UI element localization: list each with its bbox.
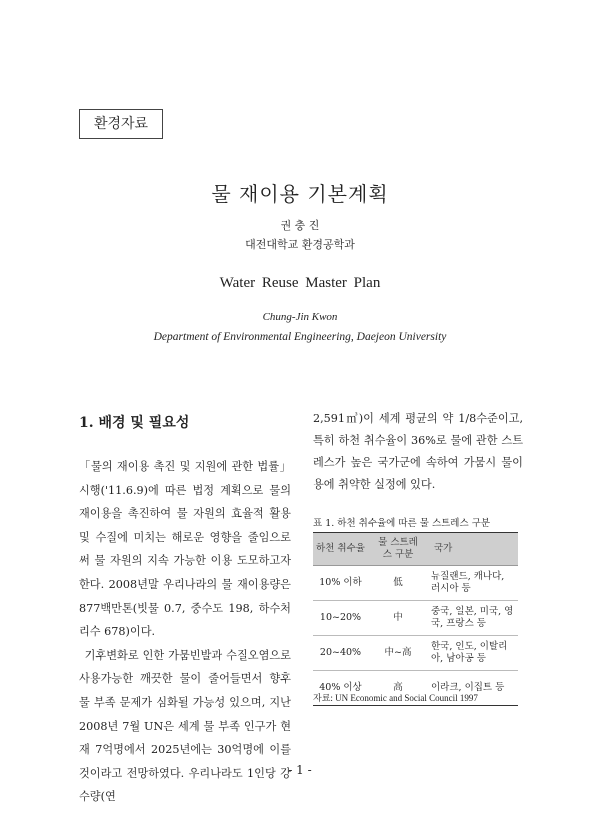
title-korean: 물 재이용 기본계획 (211, 182, 389, 206)
title-english: Water Reuse Master Plan (219, 275, 381, 291)
table-row (313, 601, 518, 636)
table-cell: 高 (368, 671, 428, 706)
author-korean: 권 충 진 (280, 219, 320, 232)
affiliation-english: Department of Environmental Engineering, Daejeon University (153, 331, 447, 343)
table-cell: 40% 이상 (313, 671, 368, 706)
table-header-row (313, 533, 518, 566)
paragraph: 기후변화로 인한 가뭄빈발과 수질오염으로 사용가능한 깨끗한 물이 줄어들면서 향후 물 부족 문제가 심화될 가능성 있으며, 지난 2008년 7월 UN은 세계 물 부족 인구가 현재 7억명에서 2025년에는 30억명에 이를 것이라고 전망하였다. 우리나라도 1인당 강수량(연 (79, 648, 291, 804)
paragraph: 「물의 재이용 촉진 및 지원에 관한 법률」 시행('11.6.9)에 따른 법정 계획으로 물의 재이용을 촉진하여 물 자원의 효율적 활용 및 수질에 미치는 해로운 영향을 줄임으로써 물 자원의 지속 가능한 이용 도모하고자 한다. 2008년말 우리나라의 물 재이용량은 877백만톤(빗물 0.7, 중수도 198, 하수처리수 678)이다. (79, 460, 291, 639)
table-cell: 10% 이하 (313, 566, 368, 601)
header-cell: 하천 취수율 (313, 533, 368, 566)
right-column (313, 408, 523, 496)
section-heading: 1. 배경 및 필요성 (79, 415, 190, 431)
left-column (79, 455, 291, 809)
paragraph: 2,591㎥)이 세계 평균의 약 1/8수준이고, 특히 하천 취수율이 36%로 물에 관한 스트레스가 높은 국가군에 속하여 가뭄시 물이용에 취약한 실정에 있다. (313, 412, 523, 491)
table-cell: 중국, 일본, 미국, 영국, 프랑스 등 (428, 601, 518, 636)
table-row (313, 566, 518, 601)
author-english: Chung-Jin Kwon (262, 311, 338, 323)
header-cell: 국가 (428, 533, 518, 566)
header-cell: 물 스트레스 구분 (368, 533, 428, 566)
table-row (313, 636, 518, 671)
table-cell: 低 (368, 566, 428, 601)
page-number: - 1 - (288, 763, 312, 777)
table-cell: 10~20% (313, 601, 368, 636)
affiliation-korean: 대전대학교 환경공학과 (245, 238, 355, 251)
table-source: 자료: UN Economic and Social Council 1997 (313, 693, 478, 703)
category-label: 환경자료 (79, 109, 163, 139)
table-caption: 표 1. 하천 취수율에 따른 물 스트레스 구분 (313, 518, 491, 529)
table-cell: 뉴질랜드, 캐나다, 러시아 등 (428, 566, 518, 601)
table-cell: 中 (368, 601, 428, 636)
table-cell: 이라크, 이집트 등 (428, 671, 518, 706)
table-cell: 한국, 인도, 이탈리아, 남아공 등 (428, 636, 518, 671)
table-cell: 20~40% (313, 636, 368, 671)
table-cell: 中~高 (368, 636, 428, 671)
water-stress-table (313, 532, 518, 706)
